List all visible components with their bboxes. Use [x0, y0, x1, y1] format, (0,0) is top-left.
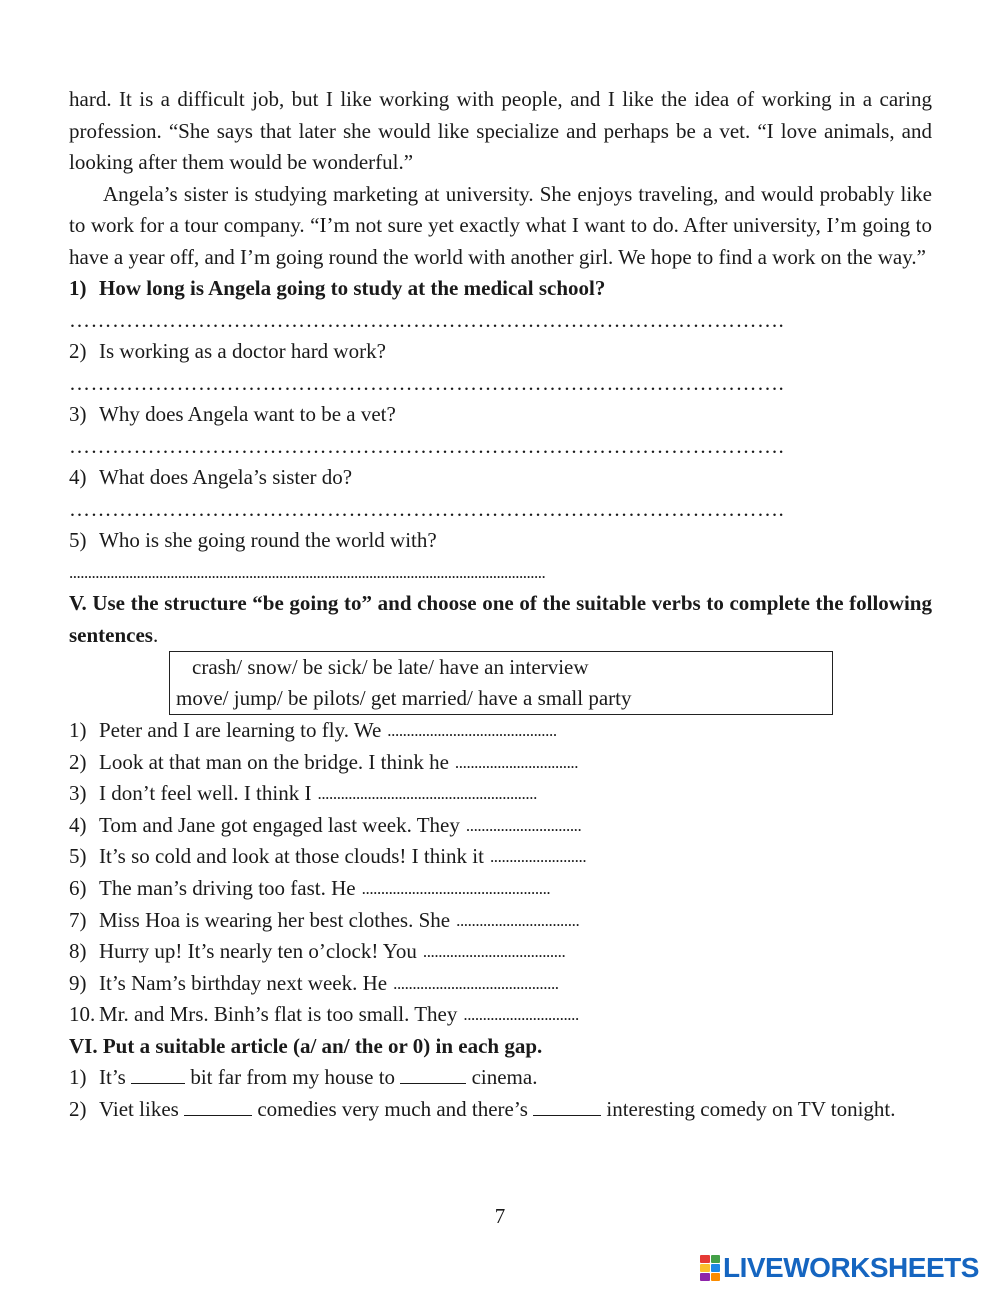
item-text: Miss Hoa is wearing her best clothes. She [99, 907, 451, 932]
question-number: 5) [69, 528, 87, 552]
question-text: Who is she going round the world with? [99, 528, 437, 552]
answer-line-5[interactable]: ............................................................................................................................... [69, 562, 546, 582]
question-3 [69, 399, 932, 431]
answer-line-1[interactable]: ………………………………………………………………………………………. [69, 307, 785, 332]
question-1 [69, 273, 932, 305]
question-number: 3) [69, 402, 87, 426]
liveworksheets-logo-text: LIVEWORKSHEETS [723, 1252, 979, 1283]
answer-blank[interactable]: ................................ [456, 910, 580, 930]
item-text: It’s Nam’s birthday next week. He [99, 970, 388, 995]
item-number: 1) [69, 718, 87, 742]
item-text-part: cinema. [471, 1065, 538, 1090]
verb-choice-box [169, 651, 833, 715]
item-text: Tom and Jane got engaged last week. They [99, 812, 460, 837]
section-5-heading-period: . [152, 622, 159, 647]
logo-tile [700, 1264, 710, 1272]
article-item-2 [69, 1094, 932, 1126]
item-number: 1) [69, 1065, 87, 1090]
question-number: 1) [69, 276, 87, 300]
page-number: 7 [494, 1204, 506, 1228]
item-text: Look at that man on the bridge. I think he [99, 749, 449, 774]
answer-blank[interactable]: ......................... [489, 847, 587, 867]
verb-choice-line-2: move/ jump/ be pilots/ get married/ have a small party [176, 686, 632, 710]
answer-blank[interactable]: ............................................ [387, 721, 557, 740]
logo-tile [700, 1273, 710, 1281]
item-text-part: Viet likes [99, 1096, 179, 1121]
fill-item-3 [69, 778, 932, 810]
fill-item-8 [69, 936, 932, 968]
item-number: 7) [69, 907, 87, 932]
answer-blank[interactable]: ..................................... [422, 942, 566, 962]
article-gap[interactable] [131, 1065, 185, 1084]
item-number: 2) [69, 1096, 87, 1121]
logo-tile [711, 1273, 721, 1281]
worksheet-page [69, 84, 932, 1125]
item-number: 6) [69, 875, 87, 900]
question-text: Why does Angela want to be a vet? [99, 402, 396, 426]
item-number: 4) [69, 812, 87, 837]
item-text: Mr. and Mrs. Binh’s flat is too small. They [99, 1002, 458, 1027]
item-text [99, 1094, 932, 1126]
answer-blank[interactable]: ........................................... [393, 973, 559, 993]
item-text: I don’t feel well. I think I [99, 781, 312, 806]
item-text-part: interesting comedy on TV tonight. [606, 1096, 896, 1121]
answer-line-2[interactable]: ………………………………………………………………………………………. [69, 370, 785, 395]
fill-item-2 [69, 747, 932, 779]
article-item-1 [69, 1062, 932, 1094]
answer-blank[interactable]: .............................. [463, 1005, 579, 1025]
item-number: 3) [69, 781, 87, 806]
answer-blank[interactable]: .............................. [465, 815, 582, 835]
logo-tile [700, 1255, 710, 1263]
item-text-part: comedies very much and there’s [257, 1096, 528, 1121]
item-text-part: bit far from my house to [190, 1065, 396, 1090]
question-5 [69, 525, 932, 557]
article-gap[interactable] [533, 1097, 601, 1116]
fill-item-5 [69, 841, 932, 873]
answer-line-3[interactable]: ………………………………………………………………………………………. [69, 433, 785, 458]
logo-tile [711, 1264, 721, 1272]
item-text: It’s so cold and look at those clouds! I think it [99, 844, 484, 869]
article-gap[interactable] [400, 1065, 466, 1084]
answer-line-4[interactable]: ………………………………………………………………………………………. [69, 496, 785, 521]
verb-choice-line-1: crash/ snow/ be sick/ be late/ have an interview [192, 655, 589, 679]
fill-item-1 [69, 715, 932, 747]
answer-blank[interactable]: ......................................................... [317, 784, 537, 804]
answer-blank[interactable]: ................................ [454, 752, 579, 772]
item-number: 2) [69, 749, 87, 774]
item-text: Hurry up! It’s nearly ten o’clock! You [99, 939, 417, 964]
item-number: 5) [69, 844, 87, 869]
question-2 [69, 336, 932, 368]
item-number: 8) [69, 939, 87, 964]
question-number: 4) [69, 465, 87, 489]
section-6-heading: VI. Put a suitable article (a/ an/ the or 0) in each gap. [69, 1033, 543, 1058]
item-number: 10. [69, 1002, 96, 1027]
section-5-heading [69, 588, 932, 651]
answer-blank[interactable]: ................................................. [361, 878, 551, 898]
article-gap[interactable] [184, 1097, 252, 1116]
item-text [99, 1062, 537, 1094]
item-text: The man’s driving too fast. He [99, 875, 356, 900]
fill-item-7 [69, 905, 932, 937]
passage-paragraph-2: Angela’s sister is studying marketing at university. She enjoys traveling, and would probably like to work for a tour company. “I’m not sure yet exactly what I want to do. After university, I’m going to have a year off, and I’m going round the world with another girl. We hope to find a work on the way.” [69, 181, 932, 269]
fill-item-9 [69, 968, 932, 1000]
question-text: What does Angela’s sister do? [99, 465, 353, 489]
question-number: 2) [69, 339, 87, 363]
section-5-heading-text: V. Use the structure “be going to” and choose one of the suitable verbs to complete the following sentences [69, 591, 932, 647]
liveworksheets-logo-icon [700, 1255, 720, 1281]
fill-item-4 [69, 810, 932, 842]
item-text-part: It’s [99, 1065, 126, 1090]
logo-tile [711, 1255, 721, 1263]
question-text: How long is Angela going to study at the medical school? [99, 276, 606, 300]
liveworksheets-logo[interactable] [700, 1252, 979, 1284]
fill-item-6 [69, 873, 932, 905]
passage-paragraph-1: hard. It is a difficult job, but I like working with people, and I like the idea of working in a caring profession. “She says that later she would like specialize and perhaps be a vet. “I love animals, and looking after them would be wonderful.” [69, 87, 932, 174]
item-number: 9) [69, 970, 87, 995]
question-text: Is working as a doctor hard work? [99, 339, 386, 363]
question-4 [69, 462, 932, 494]
fill-item-10 [69, 999, 932, 1031]
item-text: Peter and I are learning to fly. We [99, 718, 382, 742]
